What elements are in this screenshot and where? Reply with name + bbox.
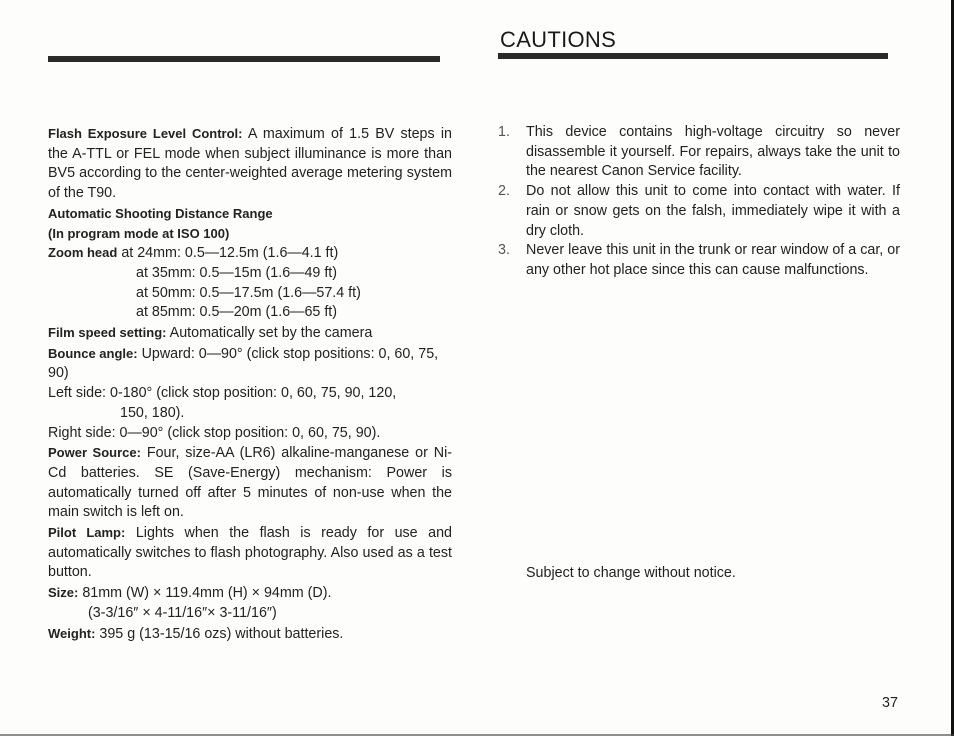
zoom-24mm: at 24mm: 0.5—12.5m (1.6—4.1 ft) <box>121 245 339 262</box>
flash-exposure-label: Flash Exposure Level Control: <box>48 126 243 141</box>
zoom-50mm: at 50mm: 0.5—17.5m (1.6—57.4 ft) <box>136 284 361 301</box>
zoom-head-label: Zoom head <box>48 245 118 261</box>
pilot-lamp-spec <box>48 523 452 583</box>
zoom-35mm: at 35mm: 0.5—15m (1.6—49 ft) <box>136 264 338 281</box>
bounce-left-side-cont: 150, 180). <box>120 404 185 421</box>
size-inches: (3-3/16″ × 4-11/16″× 3-11/16″) <box>88 604 277 621</box>
cautions-list <box>498 123 900 281</box>
pilot-lamp-label: Pilot Lamp: <box>48 525 126 541</box>
bounce-right-side: Right side: 0—90° (click stop position: 0, 60, 75, 90). <box>48 424 381 441</box>
specifications-column <box>48 124 452 644</box>
shooting-distance-title: Automatic Shooting Distance Range <box>48 205 273 221</box>
bounce-angle-label: Bounce angle: <box>48 345 138 361</box>
page-number: 37 <box>882 695 898 711</box>
caution-item <box>498 182 900 241</box>
weight-spec <box>48 624 452 645</box>
flash-exposure-text: A maximum of 1.5 BV steps in the A-TTL or FEL mode when subject illuminance is more than BV5 according to the center-weighted average metering system of the T90. <box>48 126 452 202</box>
cautions-title: CAUTIONS <box>500 27 617 52</box>
caution-number: 1. <box>498 124 510 140</box>
weight-text: 395 g (13-15/16 ozs) without batteries. <box>99 625 344 642</box>
change-notice: Subject to change without notice. <box>526 565 736 581</box>
caution-item <box>498 241 900 280</box>
caution-text: Do not allow this unit to come into contact with water. If rain or snow gets on the falsh, immediately wipe it with a dry cloth. <box>526 183 900 239</box>
zoom-head-spec <box>48 243 452 264</box>
caution-item <box>498 123 900 182</box>
shooting-distance-subtitle: (In program mode at ISO 100) <box>48 225 230 241</box>
weight-label: Weight: <box>48 625 96 641</box>
caution-text: This device contains high-voltage circuitry so never disassemble it yourself. For repairs, always take the unit to the nearest Canon Service facility. <box>526 124 900 180</box>
flash-exposure-spec <box>48 124 452 204</box>
power-source-text: Four, size-AA (LR6) alkaline-manganese or Ni-Cd batteries. SE (Save-Energy) mechanism: Power is automatically turned off after 5 minutes of non-use when the main switch is left on. <box>48 445 453 521</box>
pilot-lamp-text: Lights when the flash is ready for use and automatically switches to flash photography. Also used as a test button. <box>48 525 453 581</box>
size-spec <box>48 583 452 604</box>
film-speed-label: Film speed setting: <box>48 325 167 341</box>
left-header-rule <box>48 56 440 62</box>
size-label: Size: <box>48 585 79 601</box>
caution-number: 2. <box>498 183 510 200</box>
zoom-85mm: at 85mm: 0.5—20m (1.6—65 ft) <box>136 304 338 321</box>
size-text: 81mm (W) × 119.4mm (H) × 94mm (D). <box>82 585 332 602</box>
caution-text: Never leave this unit in the trunk or rear window of a car, or any other hot place since this can cause malfunctions. <box>526 242 900 278</box>
caution-number: 3. <box>498 242 510 259</box>
film-speed-text: Automatically set by the camera <box>169 325 373 342</box>
film-speed-spec <box>48 323 452 344</box>
bounce-angle-text: Upward: 0—90° (click stop positions: 0, 60, 75, 90) <box>48 345 439 382</box>
right-header-rule <box>498 53 888 59</box>
cautions-column <box>498 123 900 281</box>
bounce-left-side: Left side: 0-180° (click stop position: 0, 60, 75, 90, 120, <box>48 385 397 402</box>
bounce-angle-spec <box>48 344 452 384</box>
power-source-spec <box>48 443 452 523</box>
power-source-label: Power Source: <box>48 445 141 461</box>
